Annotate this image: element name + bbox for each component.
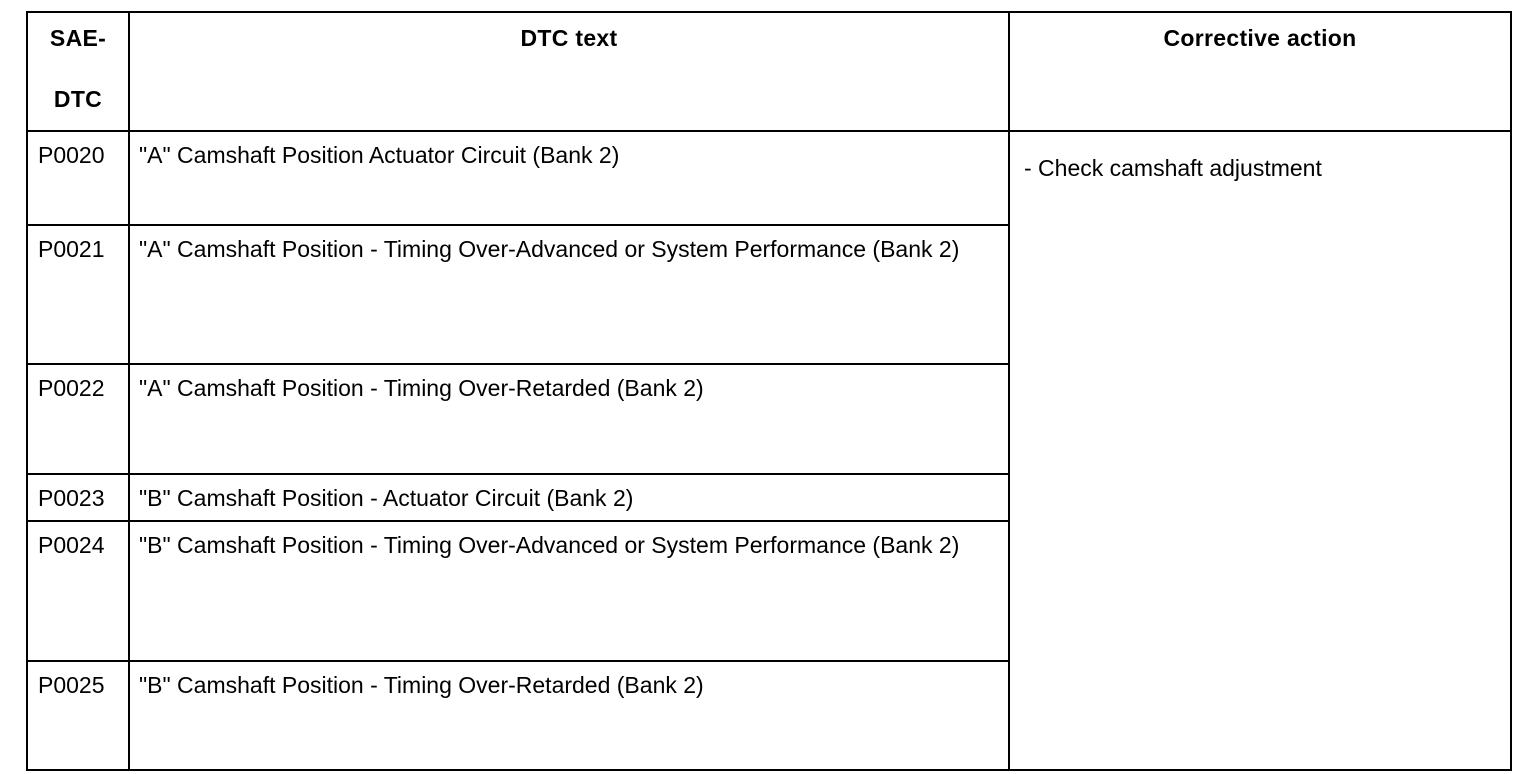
corrective-action-cell: - Check camshaft adjustment xyxy=(1009,131,1511,770)
dtc-code-cell: P0023 xyxy=(27,474,129,521)
dtc-text-cell: "A" Camshaft Position - Timing Over-Advanced or System Performance (Bank 2) xyxy=(129,225,1009,364)
dtc-code-cell: P0025 xyxy=(27,661,129,770)
header-corrective-action: Corrective action xyxy=(1009,12,1511,131)
dtc-code-cell: P0024 xyxy=(27,521,129,661)
dtc-code-cell: P0020 xyxy=(27,131,129,225)
dtc-text-cell: "B" Camshaft Position - Actuator Circuit (Bank 2) xyxy=(129,474,1009,521)
header-sae-dtc-line2: DTC xyxy=(53,86,103,112)
dtc-text-cell: "B" Camshaft Position - Timing Over-Retarded (Bank 2) xyxy=(129,661,1009,770)
dtc-code-cell: P0022 xyxy=(27,364,129,474)
dtc-text-cell: "A" Camshaft Position Actuator Circuit (Bank 2) xyxy=(129,131,1009,225)
header-sae-dtc-line1: SAE- xyxy=(49,25,107,51)
table-header-row xyxy=(27,12,1511,131)
dtc-table xyxy=(26,11,1512,771)
dtc-text-cell: "B" Camshaft Position - Timing Over-Advanced or System Performance (Bank 2) xyxy=(129,521,1009,661)
dtc-code-cell: P0021 xyxy=(27,225,129,364)
header-dtc-text: DTC text xyxy=(129,12,1009,131)
dtc-text-cell: "A" Camshaft Position - Timing Over-Retarded (Bank 2) xyxy=(129,364,1009,474)
header-sae-dtc xyxy=(27,12,129,131)
table-row xyxy=(27,131,1511,225)
